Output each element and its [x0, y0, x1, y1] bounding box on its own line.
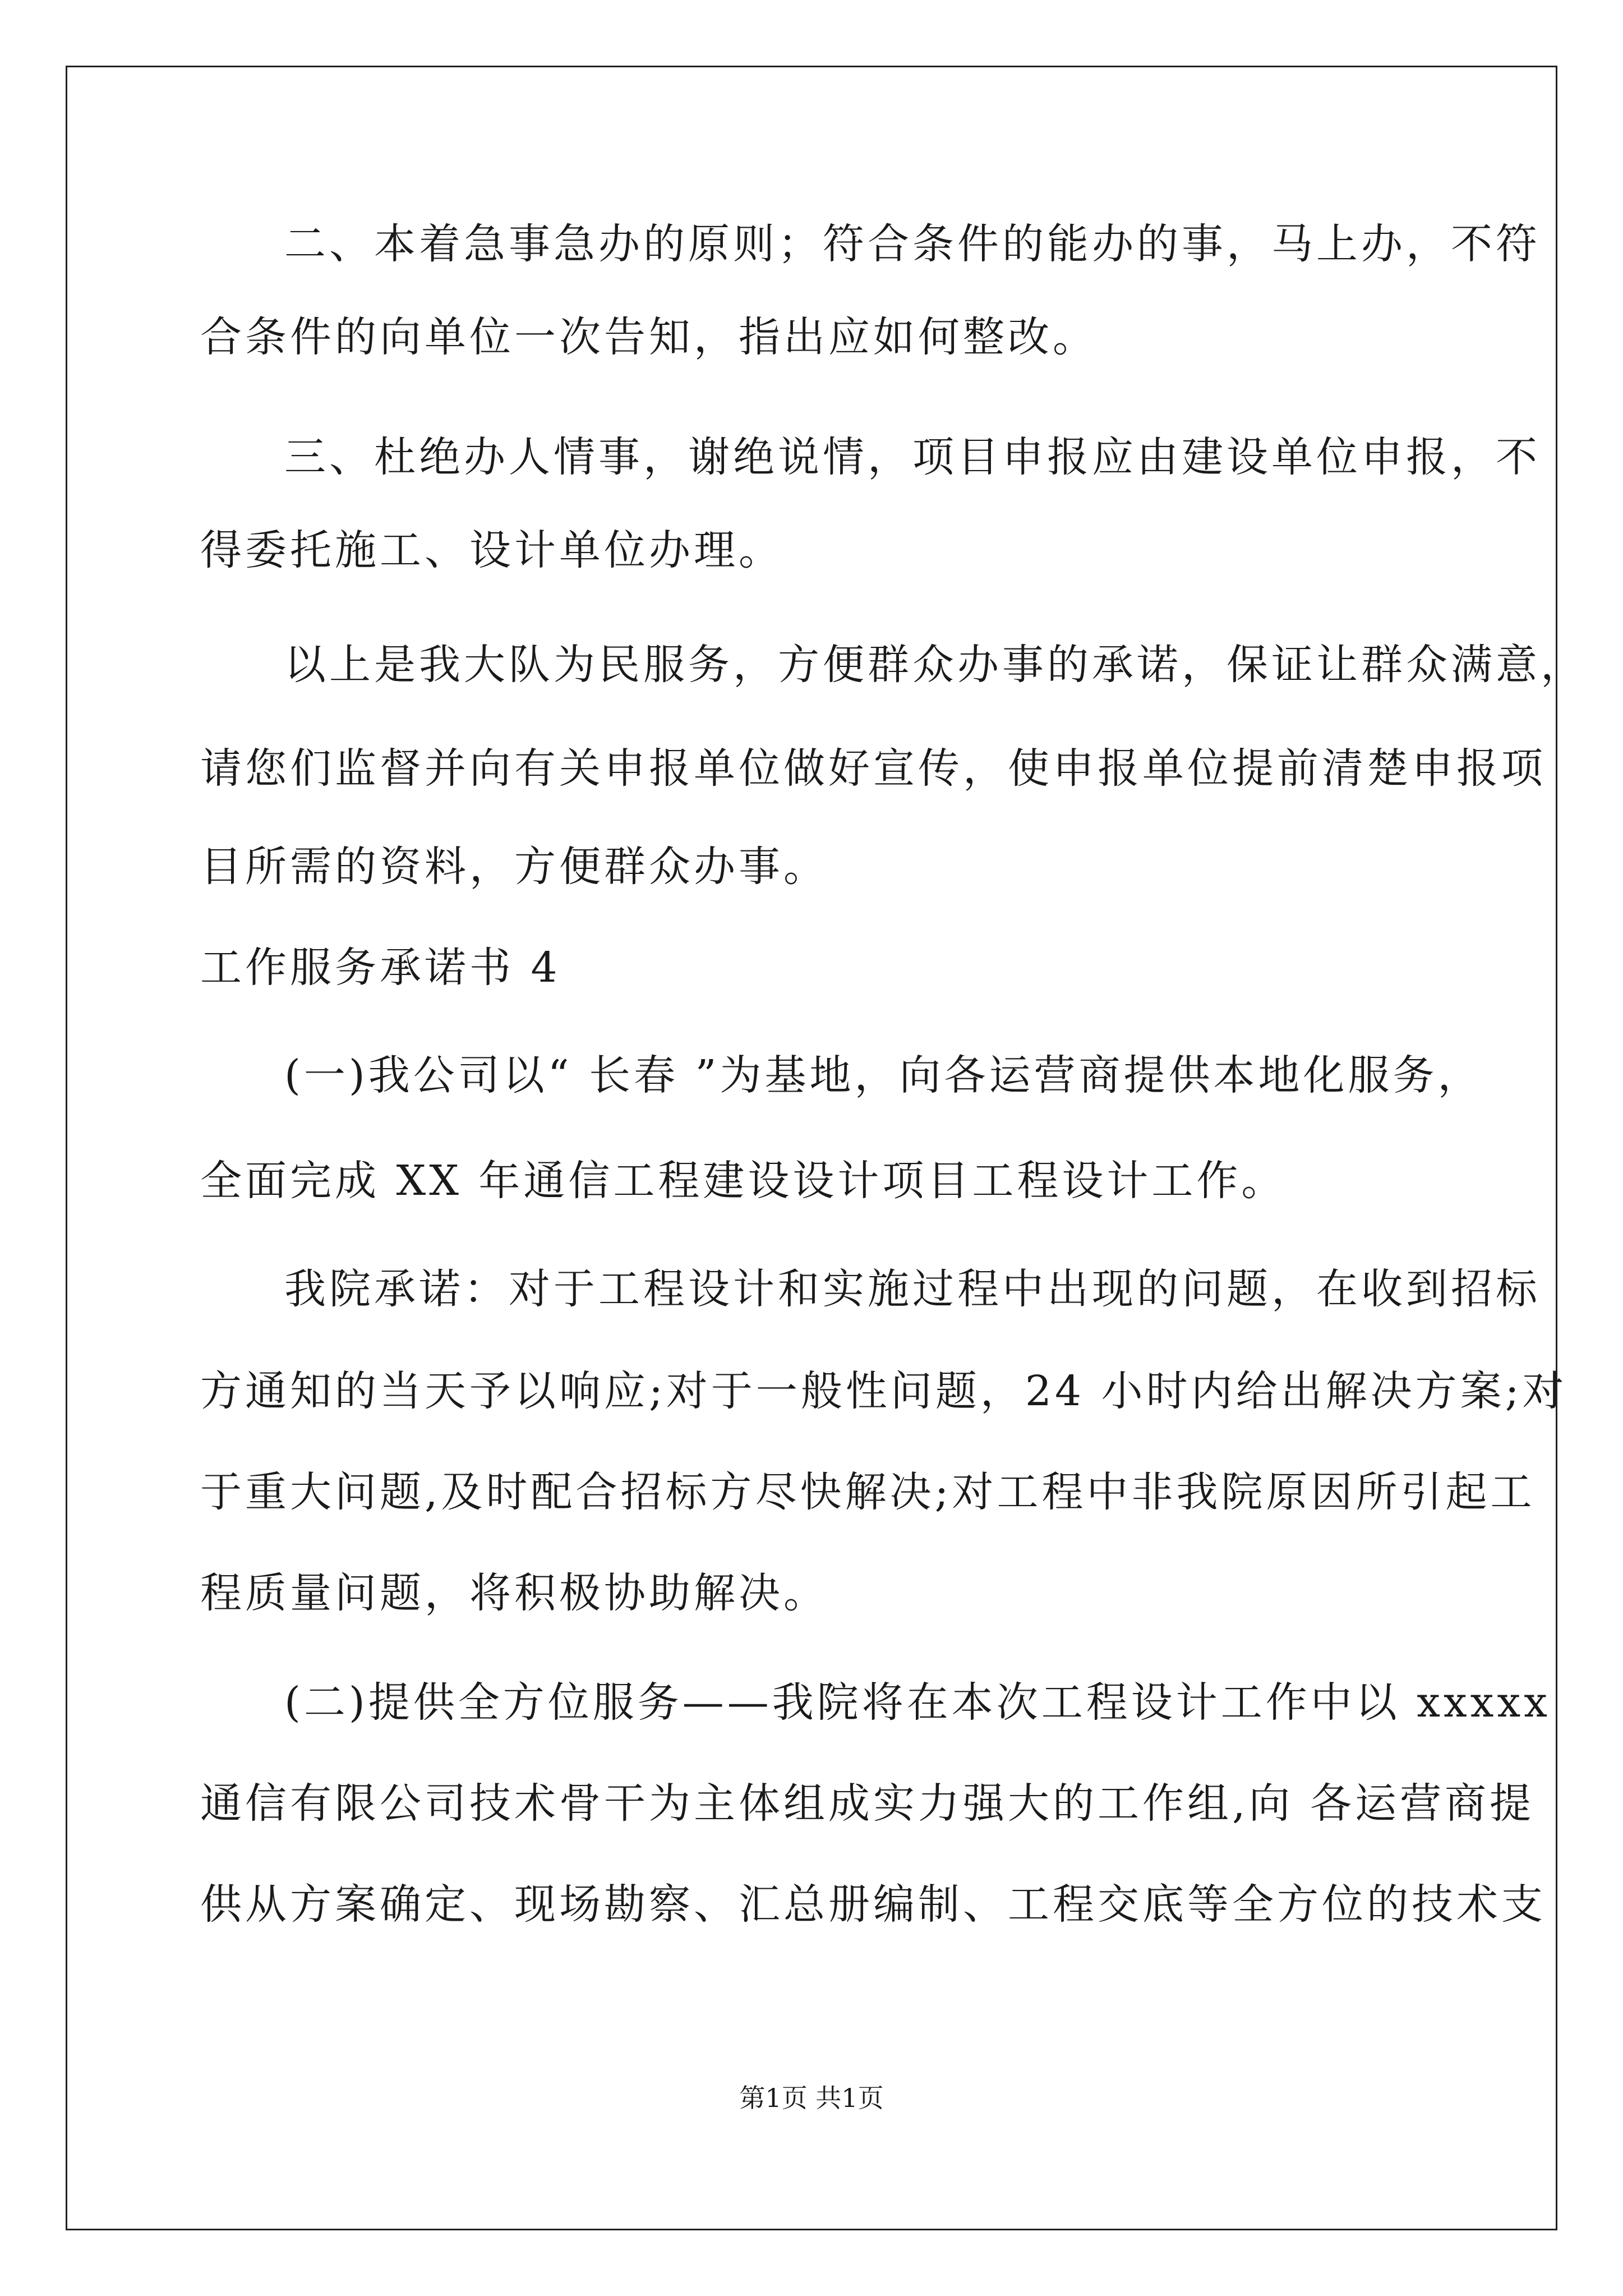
- paragraph-line: 全面完成 XX 年通信工程建设设计项目工程设计工作。: [200, 1157, 1287, 1205]
- paragraph-line: 以上是我大队为民服务，方便群众办事的承诺，保证让群众满意，: [284, 641, 1585, 689]
- section-heading: 工作服务承诺书 4: [200, 944, 561, 992]
- paragraph-line: (二)提供全方位服务——我院将在本次工程设计工作中以 xxxxx: [284, 1678, 1551, 1727]
- paragraph-line: 程质量问题，将积极协助解决。: [200, 1569, 828, 1617]
- page-number-footer: 第1页 共1页: [739, 2083, 884, 2113]
- paragraph-line: 二、本着急事急办的原则；符合条件的能办的事，马上办，不符: [284, 220, 1541, 268]
- paragraph-line: 合条件的向单位一次告知，指出应如何整改。: [200, 313, 1098, 361]
- paragraph-line: (一)我公司以“ 长春 ”为基地，向各运营商提供本地化服务，: [284, 1051, 1483, 1099]
- paragraph-line: 于重大问题,及时配合招标方尽快解决;对工程中非我院原因所引起工: [200, 1468, 1536, 1516]
- paragraph-line: 三、杜绝办人情事，谢绝说情，项目申报应由建设单位申报，不: [284, 433, 1541, 481]
- paragraph-line: 供从方案确定、现场勘察、汇总册编制、工程交底等全方位的技术支: [200, 1880, 1546, 1929]
- paragraph-line: 通信有限公司技术骨干为主体组成实力强大的工作组,向 各运营商提: [200, 1779, 1535, 1828]
- paragraph-line: 得委托施工、设计单位办理。: [200, 526, 783, 574]
- paragraph-line: 我院承诺：对于工程设计和实施过程中出现的问题，在收到招标: [284, 1265, 1541, 1313]
- paragraph-line: 方通知的当天予以响应;对于一般性问题，24 小时内给出解决方案;对: [200, 1367, 1567, 1415]
- paragraph-line: 请您们监督并向有关申报单位做好宣传，使申报单位提前清楚申报项: [200, 744, 1546, 793]
- paragraph-line: 目所需的资料，方便群众办事。: [200, 843, 828, 891]
